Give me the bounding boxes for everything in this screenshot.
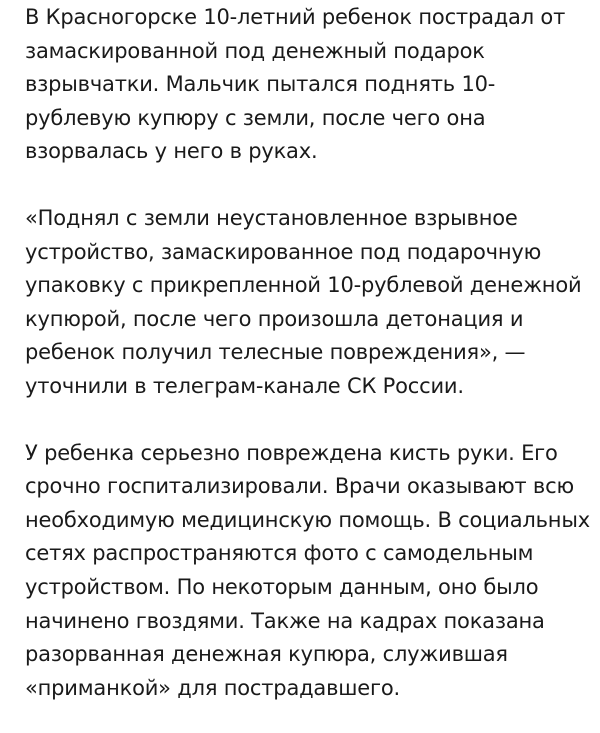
text-line: «приманкой» для пострадавшего. <box>25 675 400 700</box>
text-line: упаковку с прикрепленной 10-рублевой денежной <box>25 273 582 298</box>
text-line: разорванная денежная купюра, служившая <box>25 642 508 667</box>
text-line: взрывчатки. Мальчик пытался поднять 10- <box>25 72 496 97</box>
text-line: В Красногорске 10-летний ребенок пострадал от <box>25 5 566 29</box>
text-line: необходимую медицинскую помощь. В социальных <box>25 507 590 532</box>
text-line: купюрой, после чего произошла детонация и <box>25 306 524 331</box>
text-line: «Поднял с земли неустановленное взрывное <box>25 205 518 230</box>
text-line: взорвалась у него в руках. <box>25 139 318 164</box>
text-line: устройством. По некоторым данным, оно было <box>25 574 539 599</box>
text-line: ребенок получил телесные повреждения», — <box>25 340 526 365</box>
paragraph-explosion-report <box>25 0 585 169</box>
text-line: замаскированной под денежный подарок <box>25 38 485 63</box>
text-line: рублевую купюру с земли, после чего она <box>25 105 486 130</box>
text-line: срочно госпитализировали. Врачи оказывают всю <box>25 474 574 499</box>
text-line: устройство, замаскированное под подарочную <box>25 239 542 264</box>
paragraph-investigation-quote <box>25 202 585 404</box>
paragraph-injury-details <box>25 437 590 706</box>
text-line: У ребенка серьезно повреждена кисть руки. Его <box>25 440 558 465</box>
text-line: сетях распространяются фото с самодельным <box>25 541 534 566</box>
text-line: уточнили в телеграм-канале СК России. <box>25 373 464 398</box>
article-body <box>25 0 590 705</box>
text-line: начинено гвоздями. Также на кадрах показана <box>25 608 545 633</box>
